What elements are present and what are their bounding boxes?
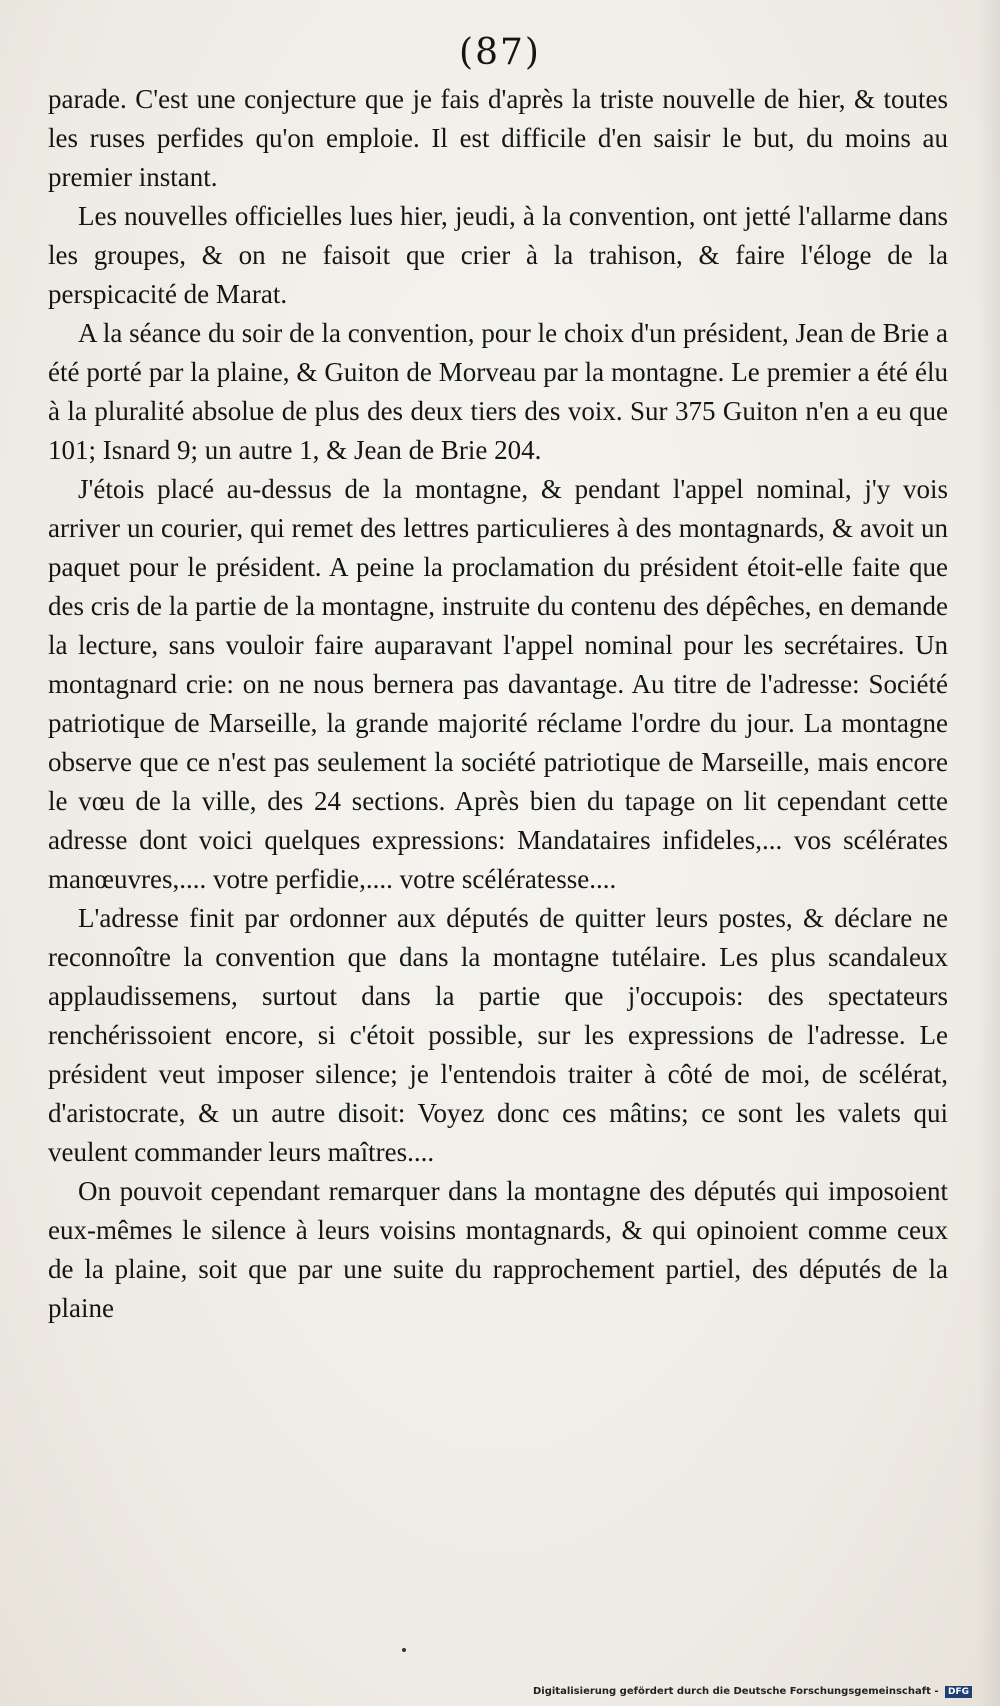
page-edge-shadow [978, 0, 1000, 1706]
paragraph-4: J'étois placé au-dessus de la montagne, & pendant l'appel nominal, j'y vois arriver un courier, qui remet des lettres particulieres à des montagnards, & avoit un paquet pour le président. A peine la proclamation du président étoit-elle faite que des cris de la partie de la montagne, instruite du contenu des dépêches, en demande la lecture, sans vouloir faire auparavant l'appel nominal pour les secrétaires. Un montagnard crie: on ne nous bernera pas davantage. Au titre de l'adresse: Société patriotique de Marseille, la grande majorité réclame l'ordre du jour. La montagne observe que ce n'est pas seulement la société patriotique de Marseille, mais encore le vœu de la ville, des 24 sections. Après bien du tapage on lit cependant cette adresse dont voici quelques expressions: Mandataires infideles,... vos scélérates manœuvres,.... votre perfidie,.... votre scélératesse.... [48, 474, 948, 894]
paragraph-5: L'adresse finit par ordonner aux députés de quitter leurs postes, & déclare ne reconnoître la convention que dans la montagne tutélaire. Les plus scandaleux applaudissemens, surtout dans la partie que j'occupois: des spectateurs renchérissoient encore, si c'étoit possible, sur les expressions de l'adresse. Le président veut imposer silence; je l'entendois traiter à côté de moi, de scélérat, d'aristocrate, & un autre disoit: Voyez donc ces mâtins; ce sont les valets qui veulent commander leurs maîtres.... [48, 903, 948, 1167]
paragraph-1: parade. C'est une conjecture que je fais d'après la triste nouvelle de hier, & toutes les ruses perfides qu'on emploie. Il est difficile d'en saisir le but, du moins au premier instant. [48, 84, 948, 192]
paragraph-2: Les nouvelles officielles lues hier, jeudi, à la convention, ont jetté l'allarme dans les groupes, & on ne faisoit que crier à la trahison, & faire l'éloge de la perspicacité de Marat. [48, 201, 948, 309]
paragraph-6: On pouvoit cependant remarquer dans la montagne des députés qui imposoient eux-mêmes le silence à leurs voisins montagnards, & qui opinoient comme ceux de la plaine, soit que par une suite du rapprochement partiel, des députés de la plaine [48, 1176, 948, 1323]
digitization-credit [533, 1686, 972, 1698]
page-number: (87) [459, 32, 541, 73]
body-text [48, 80, 948, 1328]
ink-speck [402, 1648, 406, 1652]
paragraph-3: A la séance du soir de la convention, pour le choix d'un président, Jean de Brie a été porté par la plaine, & Guiton de Morveau par la montagne. Le premier a été élu à la pluralité absolue de plus des deux tiers des voix. Sur 375 Guiton n'en a eu que 101; Isnard 9; un autre 1, & Jean de Brie 204. [48, 318, 948, 465]
credit-text: Digitalisierung gefördert durch die Deutsche Forschungsgemeinschaft - [532, 1686, 939, 1697]
dfg-logo: DFG [945, 1686, 972, 1698]
